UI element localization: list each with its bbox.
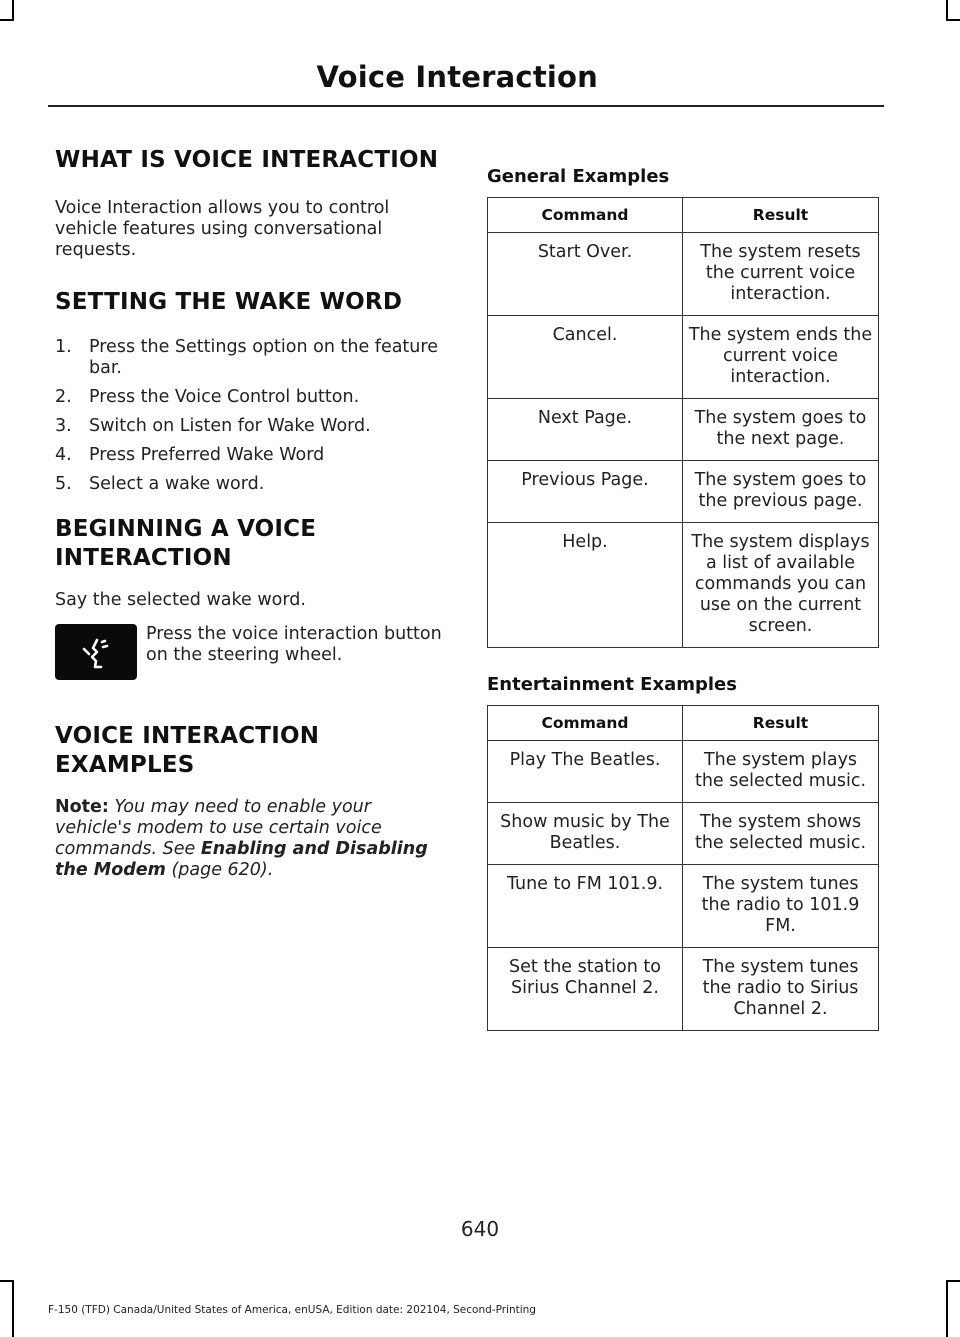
- step-number: 3.: [55, 416, 72, 436]
- examples-heading-line-1: VOICE INTERACTION: [55, 723, 320, 749]
- result-column-header: Result: [683, 198, 879, 233]
- table-header-row: [488, 706, 879, 741]
- result-cell: The system ends the current voice interaction.: [683, 316, 879, 399]
- page-header-title: Voice Interaction: [316, 60, 598, 94]
- table-row: [488, 803, 879, 865]
- command-cell: Previous Page.: [488, 461, 683, 523]
- result-cell: The system goes to the previous page.: [683, 461, 879, 523]
- modem-link[interactable]: Enabling and Disabling the Modem: [55, 839, 428, 880]
- command-cell: Set the station to Sirius Channel 2.: [488, 948, 683, 1031]
- table-row: [488, 399, 879, 461]
- command-column-header: Command: [488, 706, 683, 741]
- result-cell: The system shows the selected music.: [683, 803, 879, 865]
- note-text: You may need to enable your vehicle's modem to use certain voice commands. See: [55, 797, 382, 859]
- entertainment-examples-heading: Entertainment Examples: [487, 674, 737, 695]
- note-page-reference: (page 620).: [171, 860, 274, 880]
- step-number: 2.: [55, 387, 72, 407]
- step-text: Select a wake word.: [89, 474, 265, 494]
- voice-interaction-steering-button-icon: [55, 624, 137, 680]
- result-cell: The system tunes the radio to 101.9 FM.: [683, 865, 879, 948]
- crop-mark: [946, 1280, 948, 1337]
- command-column-header: Command: [488, 198, 683, 233]
- crop-mark: [946, 19, 960, 21]
- step-number: 4.: [55, 445, 72, 465]
- beginning-heading-line-2: INTERACTION: [55, 545, 232, 571]
- command-cell: Show music by The Beatles.: [488, 803, 683, 865]
- command-cell: Start Over.: [488, 233, 683, 316]
- header-divider: [48, 105, 884, 107]
- table-row: [488, 461, 879, 523]
- step-text: Press the Voice Control button.: [89, 387, 360, 407]
- step-text: Press the Settings option on the feature bar.: [89, 337, 438, 378]
- result-cell: The system goes to the next page.: [683, 399, 879, 461]
- beginning-heading: [55, 515, 450, 573]
- command-cell: Cancel.: [488, 316, 683, 399]
- examples-heading: [55, 722, 450, 780]
- voice-button-text: Press the voice interaction button on the steering wheel.: [146, 624, 442, 665]
- edition-footer: F-150 (TFD) Canada/United States of America, enUSA, Edition date: 202104, Second-Printing: [48, 1304, 536, 1316]
- list-item: [55, 416, 450, 437]
- list-item: [55, 337, 450, 379]
- table-row: [488, 316, 879, 399]
- step-number: 1.: [55, 337, 72, 357]
- note-label: Note:: [55, 797, 109, 817]
- table-row: [488, 948, 879, 1031]
- page-number: 640: [460, 1217, 500, 1241]
- command-cell: Next Page.: [488, 399, 683, 461]
- right-column: [487, 166, 878, 1031]
- list-item: [55, 474, 450, 495]
- wake-word-heading: SETTING THE WAKE WORD: [55, 289, 403, 315]
- wake-word-steps: [55, 337, 450, 495]
- crop-mark: [946, 1280, 960, 1282]
- left-column: [55, 146, 450, 881]
- crop-mark: [12, 1280, 14, 1337]
- crop-mark: [0, 1280, 14, 1282]
- step-text: Press Preferred Wake Word: [89, 445, 325, 465]
- modem-note: [55, 797, 450, 881]
- result-cell: The system plays the selected music.: [683, 741, 879, 803]
- examples-heading-line-2: EXAMPLES: [55, 752, 195, 778]
- voice-button-instruction: [55, 624, 450, 694]
- table-header-row: [488, 198, 879, 233]
- voice-glyph: [55, 624, 137, 680]
- table-row: [488, 233, 879, 316]
- beginning-heading-line-1: BEGINNING A VOICE: [55, 516, 317, 542]
- list-item: [55, 387, 450, 408]
- command-cell: Play The Beatles.: [488, 741, 683, 803]
- result-cell: The system resets the current voice interaction.: [683, 233, 879, 316]
- step-number: 5.: [55, 474, 72, 494]
- crop-mark: [946, 0, 948, 20]
- step-text: Switch on Listen for Wake Word.: [89, 416, 371, 436]
- result-column-header: Result: [683, 706, 879, 741]
- table-row: [488, 741, 879, 803]
- what-is-heading: WHAT IS VOICE INTERACTION: [55, 147, 439, 173]
- general-examples-heading: General Examples: [487, 166, 670, 187]
- entertainment-examples-table: [487, 705, 879, 1031]
- beginning-text: Say the selected wake word.: [55, 590, 306, 610]
- table-row: [488, 523, 879, 648]
- result-cell: The system displays a list of available commands you can use on the current screen.: [683, 523, 879, 648]
- result-cell: The system tunes the radio to Sirius Channel 2.: [683, 948, 879, 1031]
- general-examples-table: [487, 197, 879, 648]
- command-cell: Tune to FM 101.9.: [488, 865, 683, 948]
- table-row: [488, 865, 879, 948]
- crop-mark: [0, 19, 14, 21]
- list-item: [55, 445, 450, 466]
- command-cell: Help.: [488, 523, 683, 648]
- crop-mark: [12, 0, 14, 20]
- what-is-text: Voice Interaction allows you to control vehicle features using conversational requests.: [55, 198, 390, 260]
